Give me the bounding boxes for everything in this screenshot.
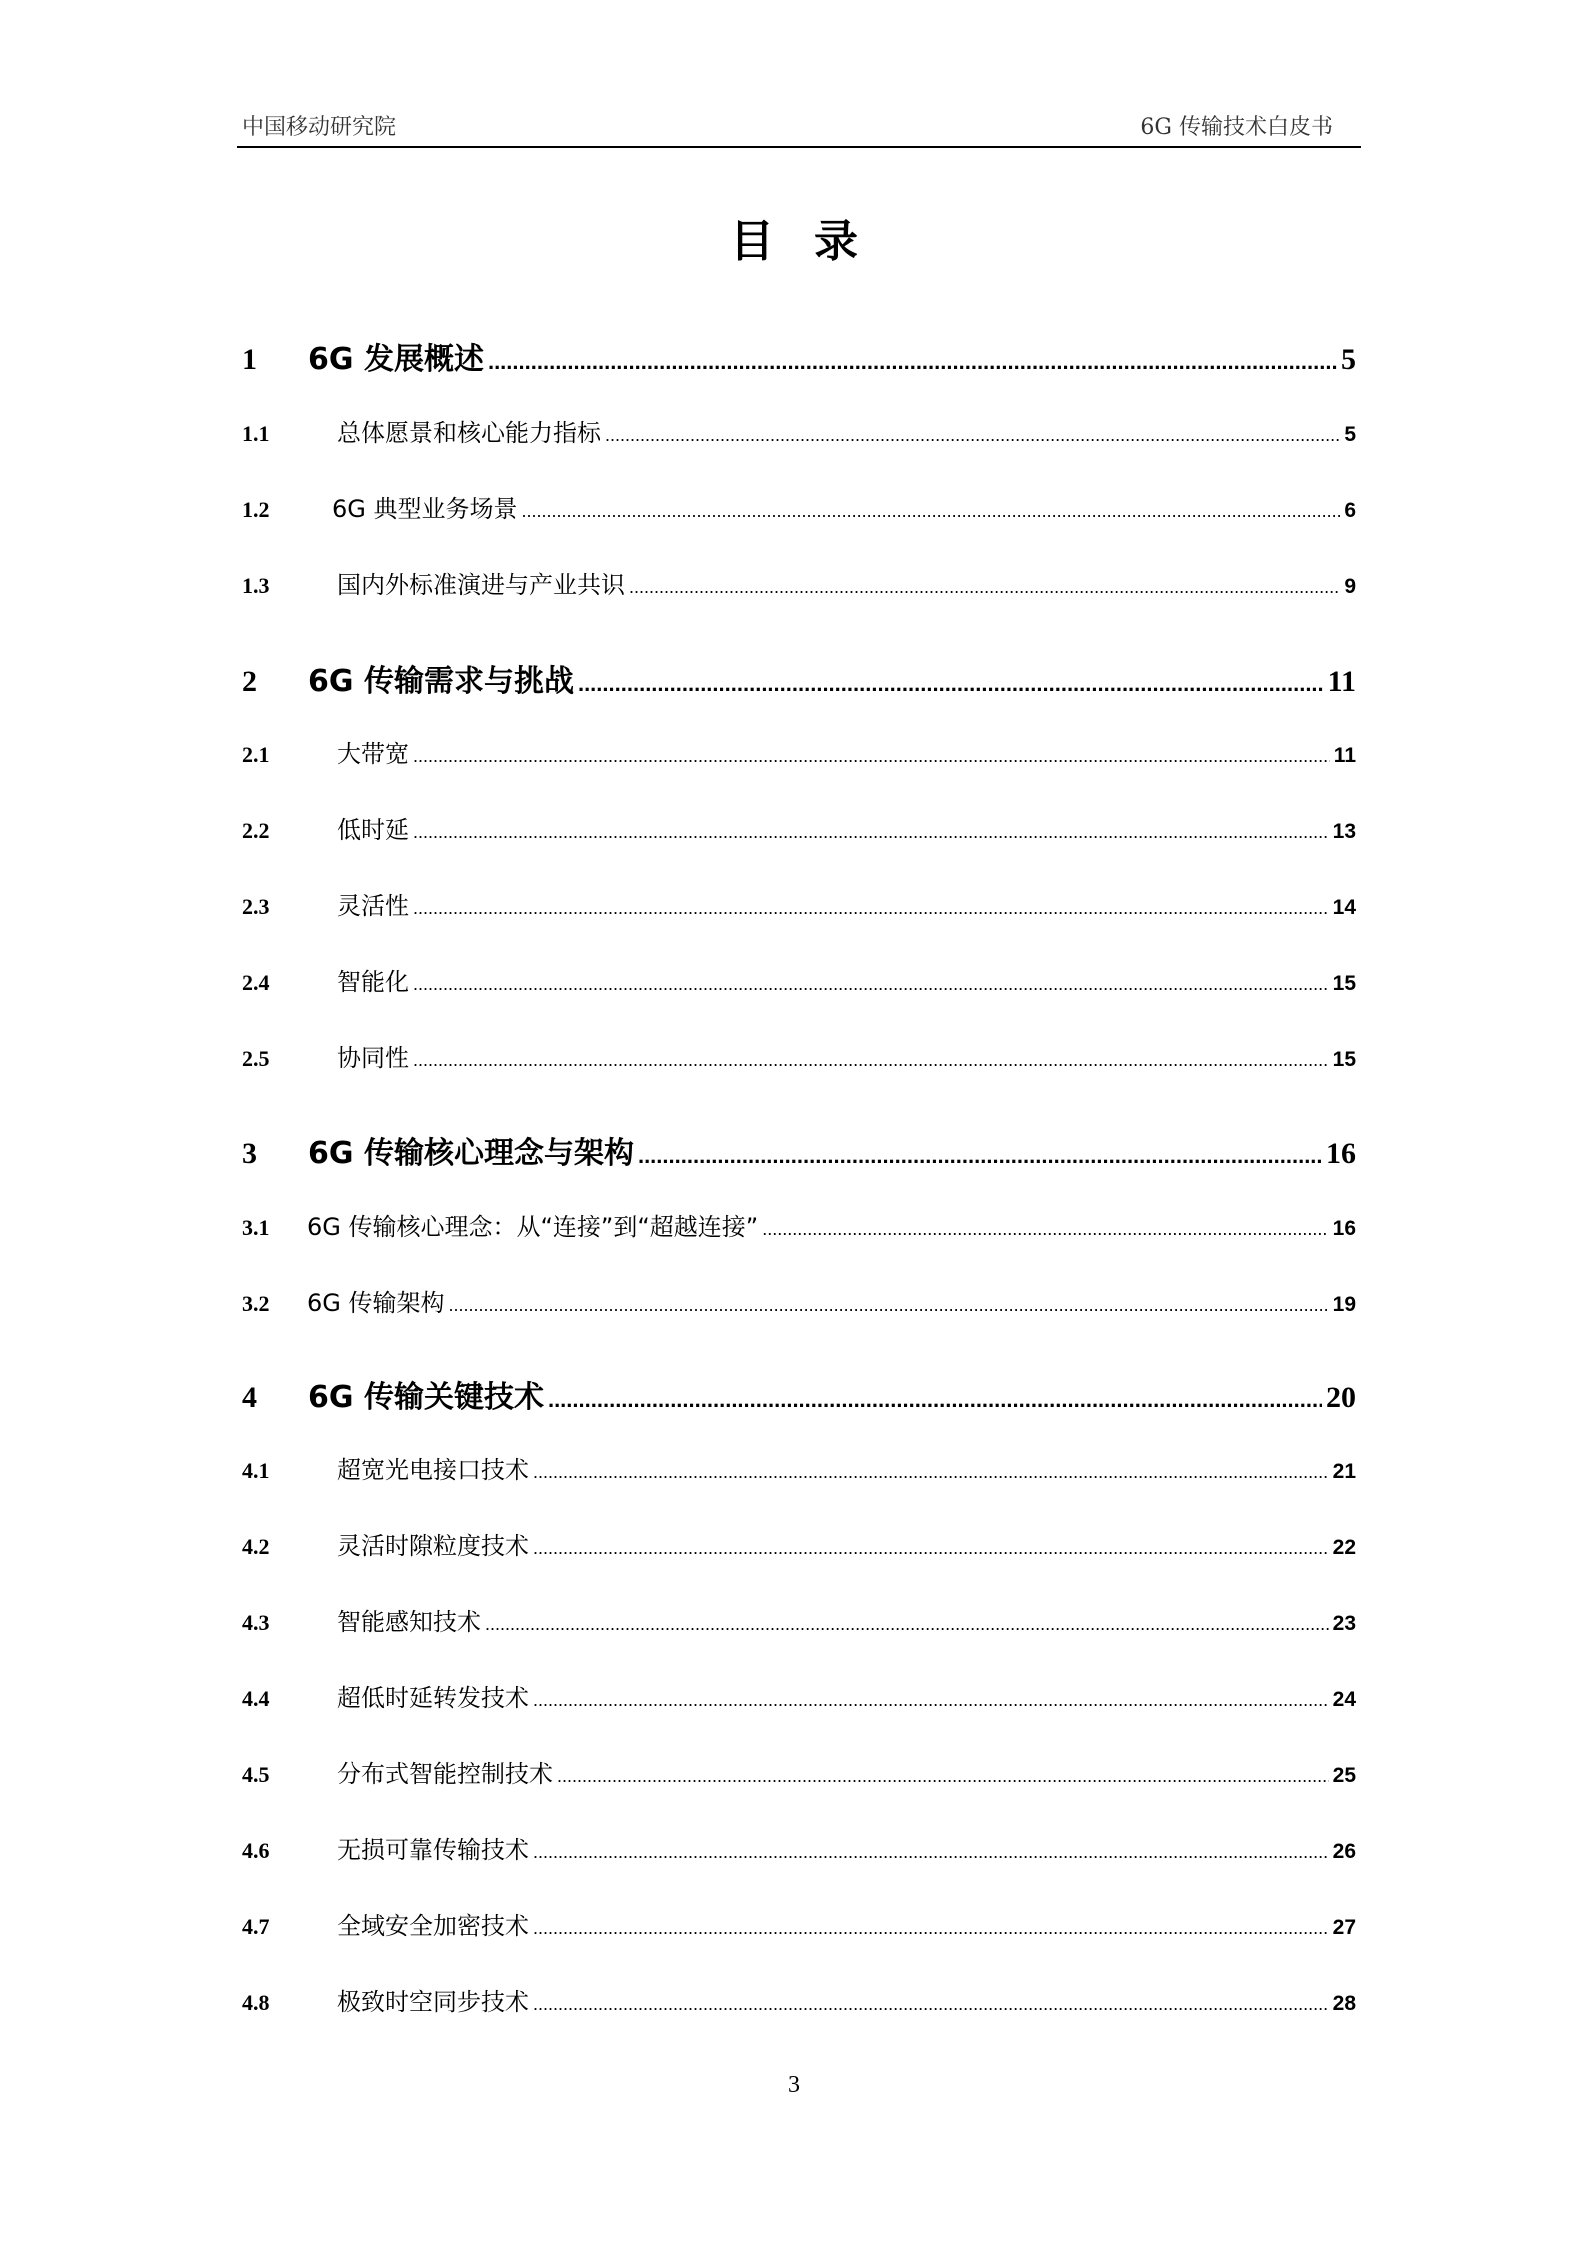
toc-label: 极致时空同步技术 bbox=[337, 1988, 529, 2016]
toc-label: 灵活性 bbox=[337, 892, 409, 920]
toc-number: 2 bbox=[242, 665, 257, 698]
toc-leader bbox=[413, 898, 1329, 919]
toc-label: 智能感知技术 bbox=[337, 1608, 481, 1636]
toc-label: 6G 传输需求与挑战 bbox=[308, 664, 574, 699]
toc-leader bbox=[413, 746, 1330, 767]
toc-number: 2.1 bbox=[242, 742, 270, 767]
toc-leader bbox=[762, 1219, 1328, 1240]
toc-number: 2.5 bbox=[242, 1046, 270, 1071]
toc-leader bbox=[533, 1690, 1329, 1711]
toc-number: 4.3 bbox=[242, 1610, 270, 1635]
toc-page: 23 bbox=[1332, 1612, 1356, 1635]
toc-page: 14 bbox=[1332, 896, 1356, 919]
toc-label: 国内外标准演进与产业共识 bbox=[337, 571, 625, 599]
toc-page: 11 bbox=[1333, 744, 1356, 767]
toc-leader bbox=[629, 577, 1340, 598]
toc-page: 25 bbox=[1332, 1764, 1356, 1787]
toc-page: 5 bbox=[1341, 343, 1356, 376]
toc-page: 26 bbox=[1332, 1840, 1356, 1863]
toc-leader bbox=[413, 822, 1329, 843]
toc-label: 低时延 bbox=[337, 816, 409, 844]
toc-section-1-3[interactable] bbox=[242, 565, 1356, 600]
toc-page: 6 bbox=[1344, 499, 1356, 522]
toc-label: 协同性 bbox=[337, 1044, 409, 1072]
toc-page: 24 bbox=[1332, 1688, 1356, 1711]
toc-number: 1.2 bbox=[242, 497, 270, 522]
toc-label: 分布式智能控制技术 bbox=[337, 1760, 553, 1788]
toc-section-4-2[interactable] bbox=[242, 1526, 1356, 1561]
toc-chapter-1[interactable] bbox=[242, 334, 1356, 378]
toc-section-4-3[interactable] bbox=[242, 1602, 1356, 1637]
toc-number: 4.7 bbox=[242, 1914, 270, 1939]
toc-section-4-8[interactable] bbox=[242, 1982, 1356, 2017]
toc-leader bbox=[533, 1538, 1329, 1559]
toc-page: 16 bbox=[1332, 1217, 1356, 1240]
toc-section-4-4[interactable] bbox=[242, 1678, 1356, 1713]
toc-page: 21 bbox=[1332, 1460, 1356, 1483]
toc-number: 2.2 bbox=[242, 818, 270, 843]
toc-page: 11 bbox=[1327, 665, 1356, 698]
toc-label: 无损可靠传输技术 bbox=[337, 1836, 529, 1864]
toc-leader bbox=[548, 1387, 1322, 1413]
toc-section-3-1[interactable] bbox=[242, 1207, 1356, 1242]
toc-label: 6G 传输核心理念：从“连接”到“超越连接” bbox=[307, 1213, 759, 1241]
toc-label: 灵活时隙粒度技术 bbox=[337, 1532, 529, 1560]
toc-section-4-6[interactable] bbox=[242, 1830, 1356, 1865]
toc-leader bbox=[638, 1143, 1322, 1169]
toc-section-2-3[interactable] bbox=[242, 886, 1356, 921]
toc-page: 15 bbox=[1332, 972, 1356, 995]
toc-label: 总体愿景和核心能力指标 bbox=[337, 419, 601, 447]
page-number: 3 bbox=[788, 2072, 800, 2098]
toc-chapter-2[interactable] bbox=[242, 656, 1356, 700]
toc-number: 1.3 bbox=[242, 573, 270, 598]
toc-number: 4.4 bbox=[242, 1686, 270, 1711]
toc-label: 大带宽 bbox=[337, 740, 409, 768]
toc-section-3-2[interactable] bbox=[242, 1283, 1356, 1318]
toc-label: 6G 传输核心理念与架构 bbox=[308, 1136, 634, 1171]
toc-label: 智能化 bbox=[337, 968, 409, 996]
toc-label: 6G 传输关键技术 bbox=[308, 1380, 544, 1415]
toc-label: 6G 传输架构 bbox=[307, 1289, 445, 1317]
toc-page: 28 bbox=[1332, 1992, 1356, 2015]
toc-section-2-1[interactable] bbox=[242, 734, 1356, 769]
toc-leader bbox=[449, 1295, 1329, 1316]
toc-number: 2.3 bbox=[242, 894, 270, 919]
toc-number: 2.4 bbox=[242, 970, 270, 995]
toc-section-2-5[interactable] bbox=[242, 1038, 1356, 1073]
toc-number: 1.1 bbox=[242, 421, 270, 446]
toc-number: 3.1 bbox=[242, 1215, 270, 1240]
toc-label: 6G 发展概述 bbox=[308, 342, 484, 377]
toc-section-2-4[interactable] bbox=[242, 962, 1356, 997]
toc-chapter-3[interactable] bbox=[242, 1128, 1356, 1172]
toc-leader bbox=[533, 1994, 1329, 2015]
toc-number: 4.8 bbox=[242, 1990, 270, 2015]
header-organization: 中国移动研究院 bbox=[242, 115, 397, 140]
toc-page: 9 bbox=[1344, 575, 1356, 598]
toc-page: 27 bbox=[1332, 1916, 1356, 1939]
toc-label: 超宽光电接口技术 bbox=[337, 1456, 529, 1484]
toc-page: 20 bbox=[1326, 1381, 1356, 1414]
toc-leader bbox=[605, 425, 1340, 446]
toc-leader bbox=[522, 501, 1341, 522]
toc-leader bbox=[485, 1614, 1329, 1635]
toc-leader bbox=[533, 1918, 1329, 1939]
toc-number: 4 bbox=[242, 1381, 257, 1414]
toc-section-4-7[interactable] bbox=[242, 1906, 1356, 1941]
toc-number: 4.1 bbox=[242, 1458, 270, 1483]
toc-leader bbox=[413, 974, 1329, 995]
toc-section-4-1[interactable] bbox=[242, 1450, 1356, 1485]
toc-section-2-2[interactable] bbox=[242, 810, 1356, 845]
toc-leader bbox=[557, 1766, 1329, 1787]
toc-section-1-2[interactable] bbox=[242, 489, 1356, 524]
toc-title: 目录 bbox=[730, 216, 898, 267]
toc-label: 全域安全加密技术 bbox=[337, 1912, 529, 1940]
toc-number: 3.2 bbox=[242, 1291, 270, 1316]
toc-page: 16 bbox=[1326, 1137, 1356, 1170]
toc-page: 15 bbox=[1332, 1048, 1356, 1071]
toc-label: 超低时延转发技术 bbox=[337, 1684, 529, 1712]
toc-leader bbox=[533, 1842, 1329, 1863]
toc-leader bbox=[533, 1462, 1329, 1483]
toc-page: 19 bbox=[1332, 1293, 1356, 1316]
toc-leader bbox=[488, 349, 1337, 375]
toc-number: 4.5 bbox=[242, 1762, 270, 1787]
toc-label: 6G 典型业务场景 bbox=[332, 495, 518, 523]
toc-page: 13 bbox=[1332, 820, 1356, 843]
toc-number: 4.2 bbox=[242, 1534, 270, 1559]
toc-chapter-4[interactable] bbox=[242, 1372, 1356, 1416]
header-document-title: 6G 传输技术白皮书 bbox=[1140, 115, 1333, 140]
toc-section-4-5[interactable] bbox=[242, 1754, 1356, 1789]
toc-page: 22 bbox=[1332, 1536, 1356, 1559]
toc-section-1-1[interactable] bbox=[242, 413, 1356, 448]
toc-leader bbox=[413, 1050, 1329, 1071]
toc-number: 3 bbox=[242, 1137, 257, 1170]
toc-number: 4.6 bbox=[242, 1838, 270, 1863]
toc-leader bbox=[578, 671, 1324, 697]
toc-number: 1 bbox=[242, 343, 257, 376]
toc-page: 5 bbox=[1344, 423, 1356, 446]
